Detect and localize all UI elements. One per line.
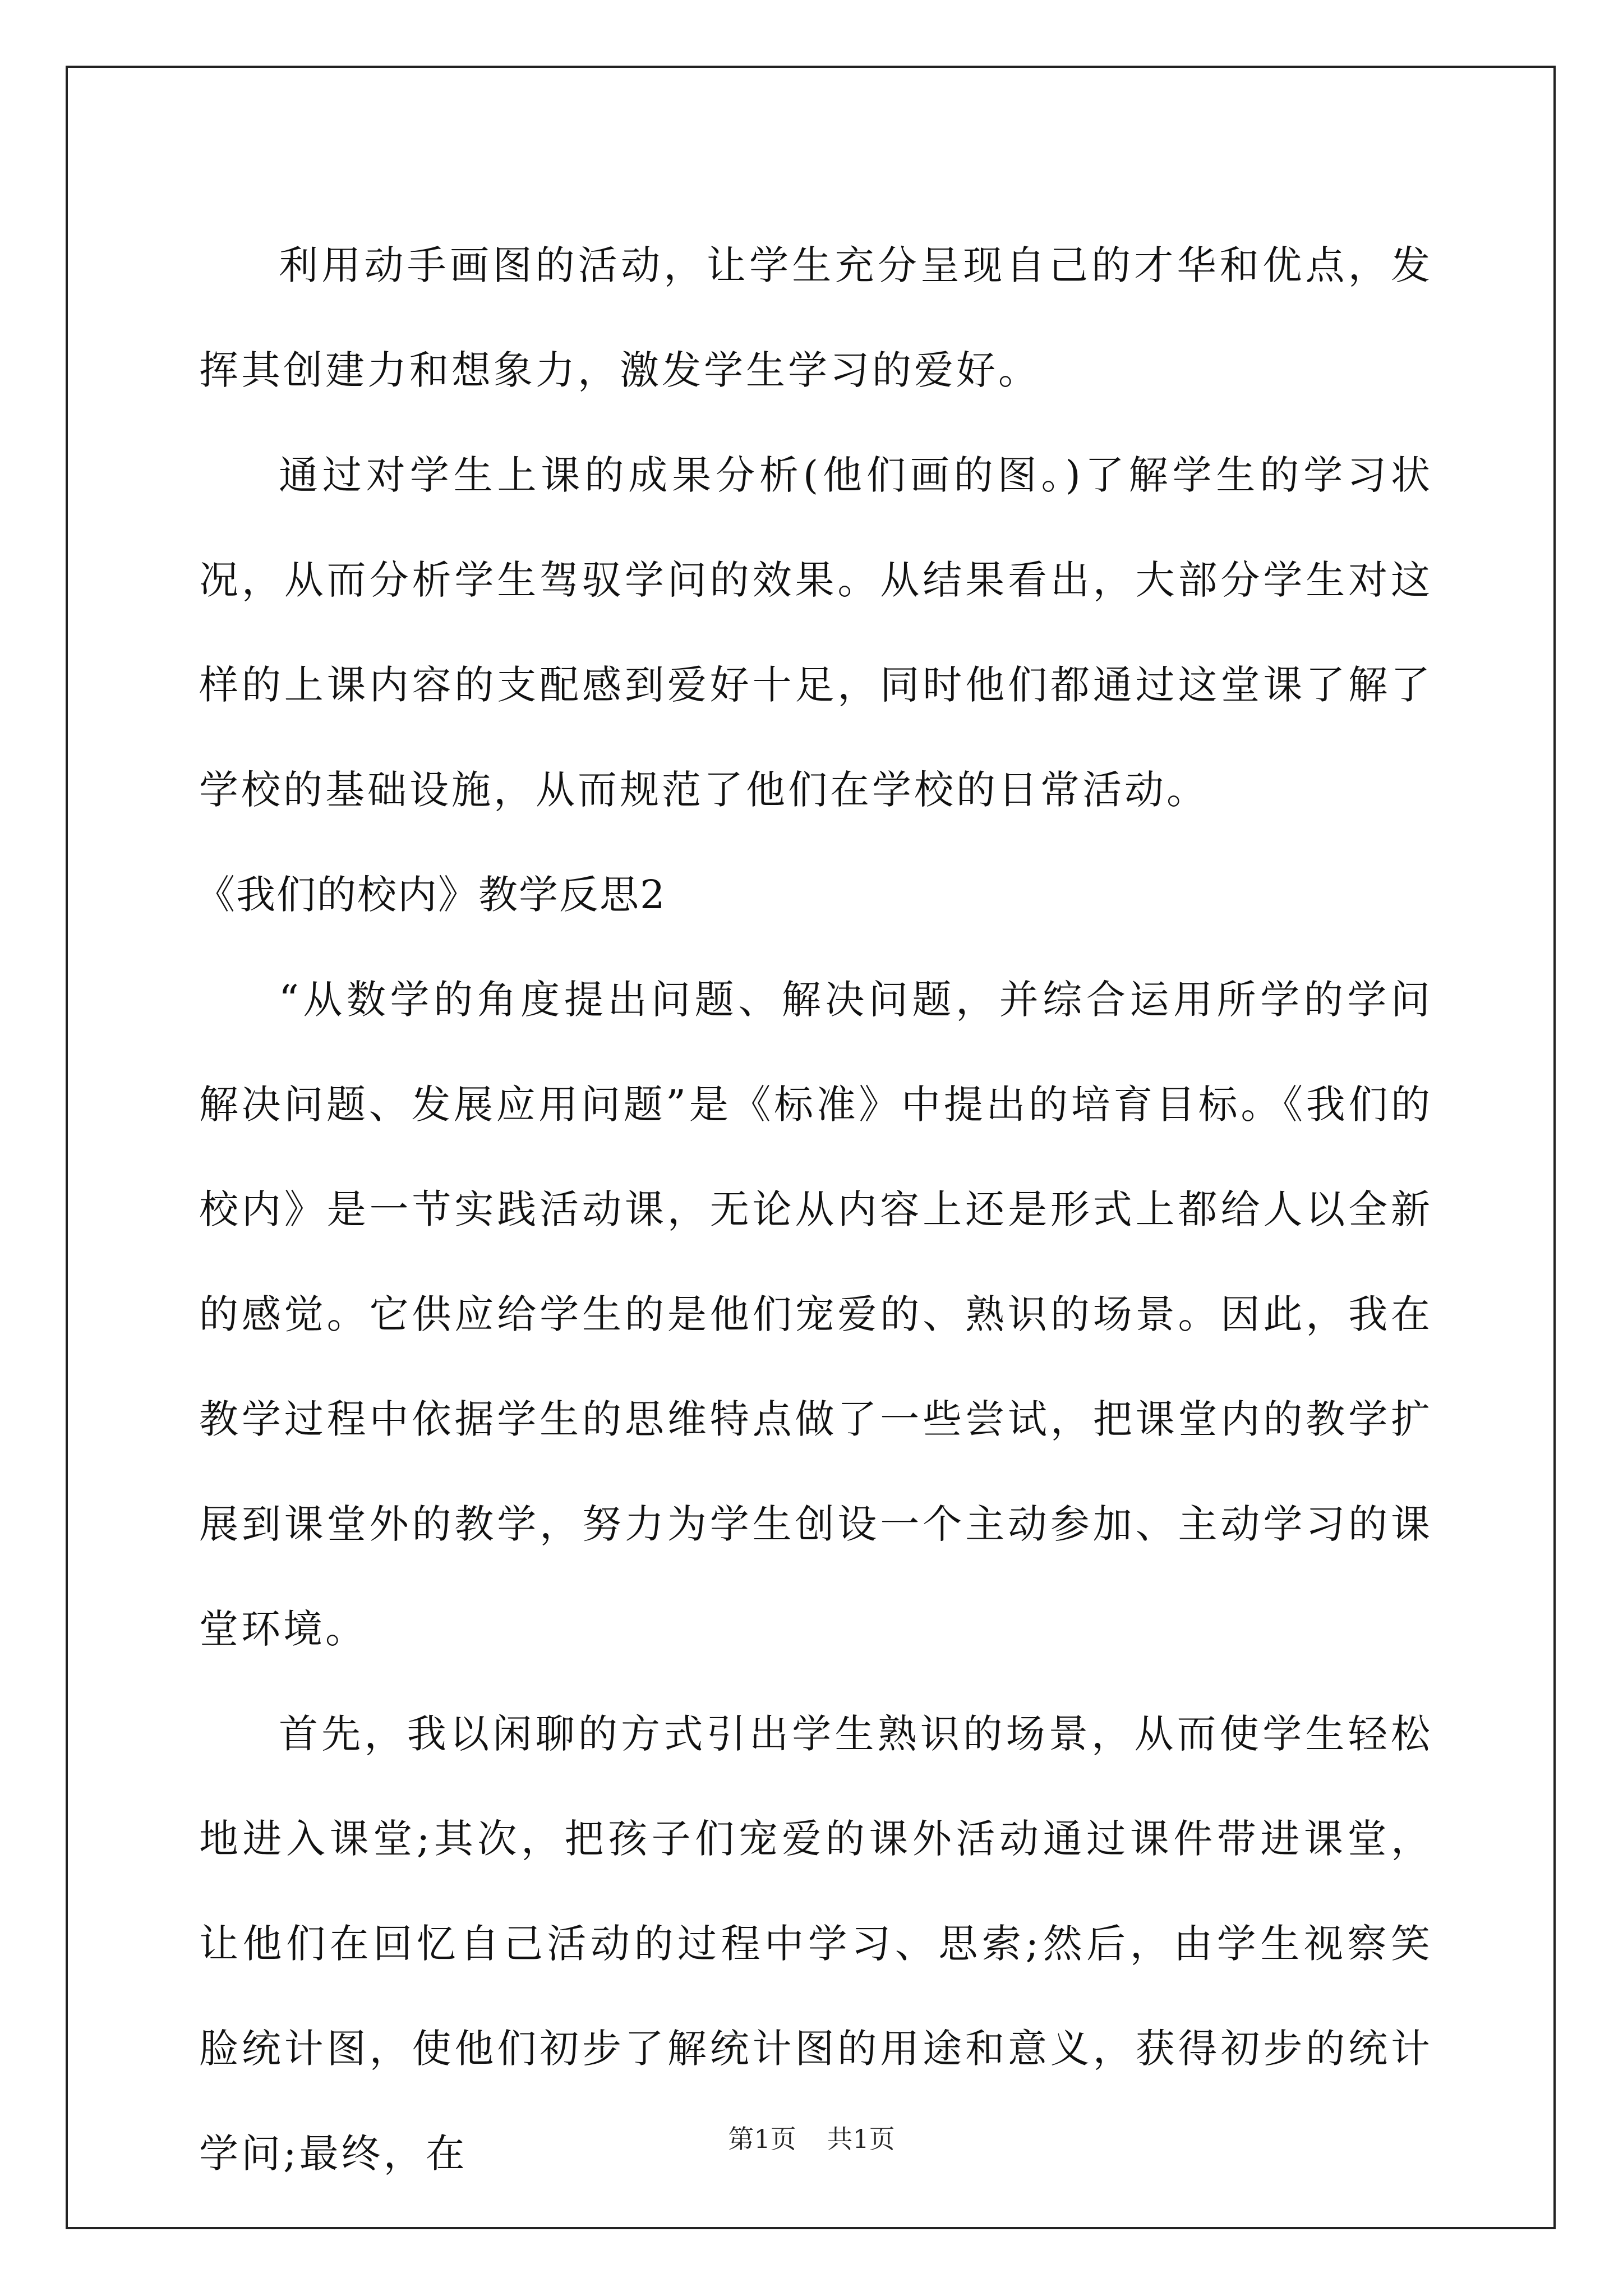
document-body xyxy=(196,213,1433,2206)
paragraph-3: “从数学的角度提出问题、解决问题，并综合运用所学的学问解决问题、发展应用问题”是《标准》中提出的培育目标。《我们的校内》是一节实践活动课，无论从内容上还是形式上都给人以全新的感觉。它供应给学生的是他们宠爱的、熟识的场景。因此，我在教学过程中依据学生的思维特点做了一些尝试，把课堂内的教学扩展到课堂外的教学，努力为学生创设一个主动参加、主动学习的课堂环境。 xyxy=(199,977,1433,1652)
paragraph-1: 利用动手画图的活动，让学生充分呈现自己的才华和优点，发挥其创建力和想象力，激发学生学习的爱好。 xyxy=(199,242,1433,393)
paragraph-4: 首先，我以闲聊的方式引出学生熟识的场景，从而使学生轻松地进入课堂;其次，把孩子们宠爱的课外活动通过课件带进课堂，让他们在回忆自己活动的过程中学习、思索;然后，由学生视察笑脸统计图，使他们初步了解统计图的用途和意义，获得初步的统计学问;最终，在 xyxy=(199,1711,1433,2177)
page-footer xyxy=(0,2119,1623,2156)
page-total: 共1页 xyxy=(827,2124,895,2154)
page-number: 第1页 xyxy=(728,2124,796,2154)
paragraph-2: 通过对学生上课的成果分析(他们画的图。)了解学生的学习状况，从而分析学生驾驭学问的效果。从结果看出，大部分学生对这样的上课内容的支配感到爱好十足，同时他们都通过这堂课了解了学校的基础设施，从而规范了他们在学校的日常活动。 xyxy=(199,452,1433,813)
section-heading: 《我们的校内》教学反思2 xyxy=(196,872,666,918)
